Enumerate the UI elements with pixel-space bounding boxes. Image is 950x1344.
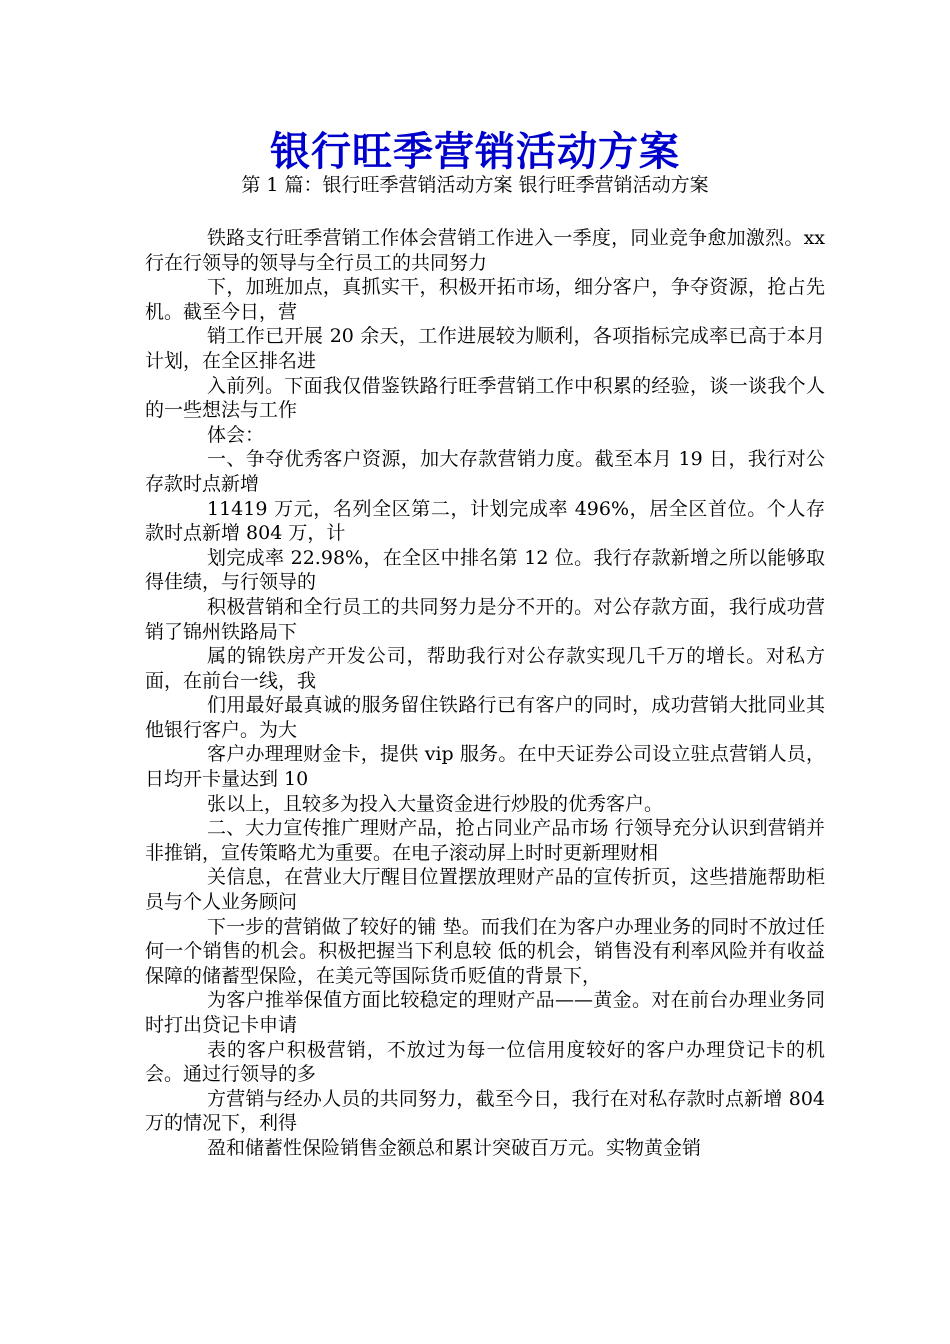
paragraph: 一、争夺优秀客户资源，加大存款营销力度。截至本月 19 日，我行对公存款时点新增 — [145, 448, 825, 495]
paragraph: 铁路支行旺季营销工作体会营销工作进入一季度，同业竞争愈加激烈。xx 行在行领导的领导与全行员工的共同努力 — [145, 227, 825, 274]
paragraph: 下，加班加点，真抓实干，积极开拓市场，细分客户，争夺资源，抢占先机。截至今日，营 — [145, 276, 825, 323]
paragraph: 入前列。下面我仅借鉴铁路行旺季营销工作中积累的经验，谈一谈我个人的一些想法与工作 — [145, 374, 825, 422]
paragraph: 为客户推举保值方面比较稳定的理财产品——黄金。对在前台办理业务同时打出贷记卡申请 — [145, 989, 825, 1036]
paragraph: 表的客户积极营销，不放过为每一位信用度较好的客户办理贷记卡的机会。通过行领导的多 — [145, 1038, 825, 1086]
document-title: 银行旺季营销活动方案 — [270, 128, 680, 175]
paragraph: 体会： — [207, 423, 265, 446]
paragraph: 11419 万元，名列全区第二，计划完成率 496%，居全区首位。个人存款时点新增 804 万，计 — [145, 497, 825, 545]
paragraph: 划完成率 22.98%，在全区中排名第 12 位。我行存款新增之所以能够取得佳绩，与行领导的 — [145, 546, 825, 594]
paragraph: 二、大力宣传推广理财产品，抢占同业产品市场 行领导充分认识到营销并非推销，宣传策略尤为重要。在电子滚动屏上时时更新理财相 — [145, 817, 825, 864]
paragraph: 关信息，在营业大厅醒目位置摆放理财产品的宣传折页，这些措施帮助柜员与个人业务顾问 — [145, 866, 825, 914]
paragraph: 方营销与经办人员的共同努力，截至今日，我行在对私存款时点新增 804 万的情况下，利得 — [145, 1087, 825, 1135]
paragraph: 积极营销和全行员工的共同努力是分不开的。对公存款方面，我行成功营销了锦州铁路局下 — [145, 595, 825, 643]
document-subtitle: 第 1 篇：银行旺季营销活动方案 银行旺季营销活动方案 — [241, 174, 709, 196]
paragraph: 属的锦铁房产开发公司，帮助我行对公存款实现几千万的增长。对私方面，在前台一线，我 — [145, 645, 825, 692]
paragraph: 张以上，且较多为投入大量资金进行炒股的优秀客户。 — [207, 792, 664, 815]
paragraph: 销工作已开展 20 余天，工作进展较为顺利，各项指标完成率已高于本月计划，在全区排名进 — [145, 325, 825, 372]
paragraph: 下一步的营销做了较好的铺 垫。而我们在为客户办理业务的同时不放过任何一个销售的机会。积极把握当下利息较 低的机会，销售没有利率风险并有收益保障的储蓄型保险，在美元等国际货币贬值的背景下， — [145, 915, 825, 987]
paragraph: 客户办理理财金卡，提供 vip 服务。在中天证券公司设立驻点营销人员，日均开卡量达到 10 — [145, 743, 825, 791]
document-body — [145, 226, 825, 1161]
paragraph: 们用最好最真诚的服务留住铁路行已有客户的同时，成功营销大批同业其他银行客户。为大 — [145, 694, 825, 741]
paragraph: 盈和储蓄性保险销售金额总和累计突破百万元。实物黄金销 — [207, 1136, 702, 1159]
